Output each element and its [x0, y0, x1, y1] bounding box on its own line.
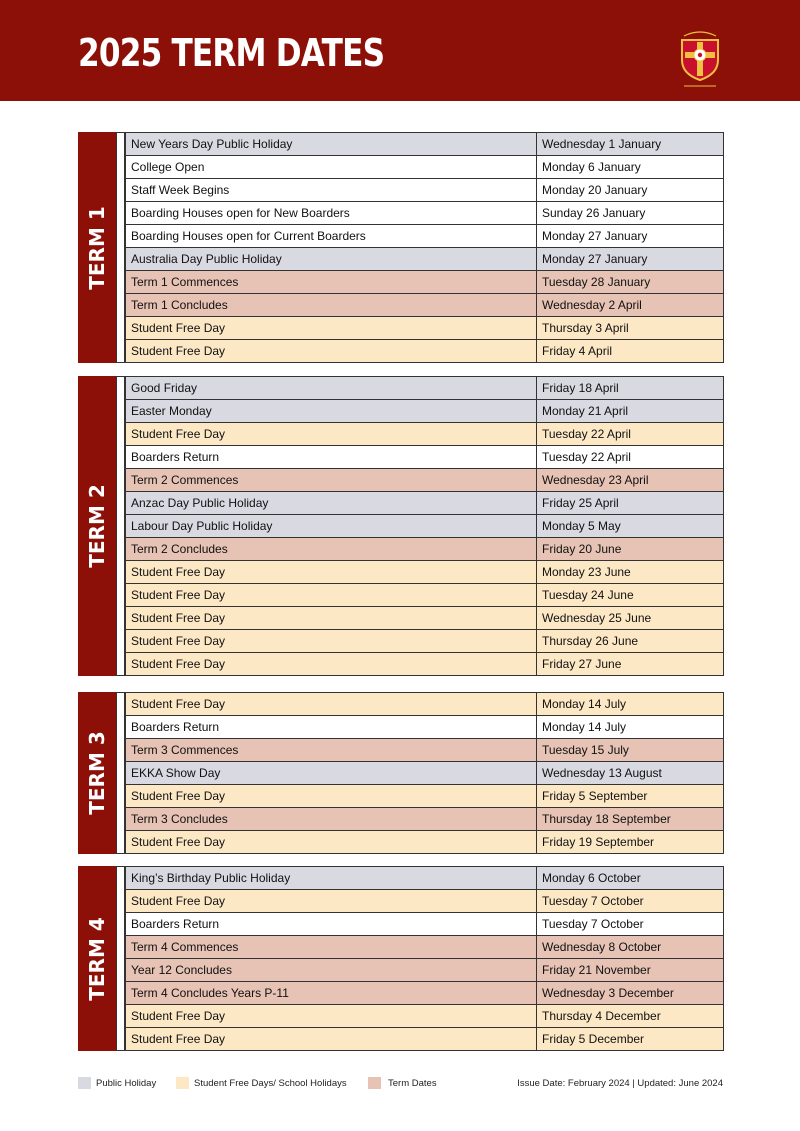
table-row [126, 400, 724, 423]
table-row [126, 716, 724, 739]
date-cell: Wednesday 8 October [537, 936, 724, 959]
table-row [126, 446, 724, 469]
date-cell: Tuesday 22 April [537, 446, 724, 469]
date-cell: Tuesday 22 April [537, 423, 724, 446]
issue-date: Issue Date: February 2024 | Updated: June 2024 [517, 1078, 723, 1089]
table-row [126, 653, 724, 676]
date-cell: Friday 21 November [537, 959, 724, 982]
table-row [126, 831, 724, 854]
legend-swatch-term-dates [368, 1077, 381, 1089]
table-row [126, 584, 724, 607]
event-cell: Student Free Day [126, 561, 537, 584]
date-cell: Wednesday 23 April [537, 469, 724, 492]
event-cell: Term 1 Concludes [126, 294, 537, 317]
event-cell: Anzac Day Public Holiday [126, 492, 537, 515]
term-gap-column [116, 132, 125, 363]
event-cell: New Years Day Public Holiday [126, 133, 537, 156]
table-row [126, 340, 724, 363]
term-block [78, 376, 723, 676]
table-row [126, 982, 724, 1005]
term-label [78, 132, 116, 363]
table-row [126, 1005, 724, 1028]
date-cell: Friday 27 June [537, 653, 724, 676]
event-cell: Student Free Day [126, 607, 537, 630]
event-cell: Student Free Day [126, 1005, 537, 1028]
table-row [126, 630, 724, 653]
event-cell: Australia Day Public Holiday [126, 248, 537, 271]
term-gap-column [116, 692, 125, 854]
date-cell: Friday 5 December [537, 1028, 724, 1051]
event-cell: Student Free Day [126, 584, 537, 607]
table-row [126, 179, 724, 202]
term-label-text: TERM 3 [85, 731, 109, 815]
event-cell: Student Free Day [126, 630, 537, 653]
term-label-text: TERM 1 [85, 205, 109, 290]
table-row [126, 538, 724, 561]
table-row [126, 739, 724, 762]
table-row [126, 248, 724, 271]
table-row [126, 913, 724, 936]
term-table [125, 866, 724, 1051]
date-cell: Monday 5 May [537, 515, 724, 538]
date-cell: Friday 19 September [537, 831, 724, 854]
term-block [78, 866, 723, 1051]
date-cell: Friday 20 June [537, 538, 724, 561]
table-row [126, 317, 724, 340]
event-cell: Student Free Day [126, 785, 537, 808]
table-row [126, 133, 724, 156]
event-cell: Student Free Day [126, 340, 537, 363]
term-label [78, 692, 116, 854]
event-cell: Student Free Day [126, 653, 537, 676]
table-row [126, 469, 724, 492]
event-cell: College Open [126, 156, 537, 179]
event-cell: Term 3 Concludes [126, 808, 537, 831]
term-label [78, 866, 116, 1051]
date-cell: Thursday 4 December [537, 1005, 724, 1028]
event-cell: Student Free Day [126, 1028, 537, 1051]
table-row [126, 959, 724, 982]
date-cell: Monday 21 April [537, 400, 724, 423]
table-row [126, 202, 724, 225]
date-cell: Tuesday 7 October [537, 913, 724, 936]
event-cell: Student Free Day [126, 317, 537, 340]
legend-label-term-dates: Term Dates [388, 1078, 437, 1089]
date-cell: Wednesday 13 August [537, 762, 724, 785]
date-cell: Thursday 26 June [537, 630, 724, 653]
date-cell: Tuesday 28 January [537, 271, 724, 294]
table-row [126, 1028, 724, 1051]
table-row [126, 890, 724, 913]
date-cell: Friday 25 April [537, 492, 724, 515]
event-cell: Term 2 Concludes [126, 538, 537, 561]
date-cell: Tuesday 24 June [537, 584, 724, 607]
event-cell: King’s Birthday Public Holiday [126, 867, 537, 890]
term-label [78, 376, 116, 676]
event-cell: Student Free Day [126, 890, 537, 913]
event-cell: Staff Week Begins [126, 179, 537, 202]
legend [0, 1077, 800, 1091]
event-cell: Boarders Return [126, 446, 537, 469]
event-cell: Term 1 Commences [126, 271, 537, 294]
event-cell: Term 2 Commences [126, 469, 537, 492]
date-cell: Monday 23 June [537, 561, 724, 584]
date-cell: Monday 20 January [537, 179, 724, 202]
table-row [126, 607, 724, 630]
event-cell: Good Friday [126, 377, 537, 400]
date-cell: Monday 6 October [537, 867, 724, 890]
term-gap-column [116, 866, 125, 1051]
table-row [126, 156, 724, 179]
table-row [126, 423, 724, 446]
date-cell: Tuesday 7 October [537, 890, 724, 913]
event-cell: Boarding Houses open for New Boarders [126, 202, 537, 225]
table-row [126, 492, 724, 515]
date-cell: Wednesday 1 January [537, 133, 724, 156]
event-cell: Easter Monday [126, 400, 537, 423]
event-cell: Student Free Day [126, 831, 537, 854]
term-table [125, 132, 724, 363]
date-cell: Monday 14 July [537, 716, 724, 739]
term-block [78, 132, 723, 363]
table-row [126, 808, 724, 831]
date-cell: Monday 27 January [537, 225, 724, 248]
table-row [126, 762, 724, 785]
date-cell: Friday 4 April [537, 340, 724, 363]
legend-swatch-public-holiday [78, 1077, 91, 1089]
table-row [126, 693, 724, 716]
date-cell: Wednesday 3 December [537, 982, 724, 1005]
table-row [126, 225, 724, 248]
table-row [126, 936, 724, 959]
event-cell: Student Free Day [126, 423, 537, 446]
date-cell: Thursday 18 September [537, 808, 724, 831]
date-cell: Wednesday 25 June [537, 607, 724, 630]
date-cell: Friday 5 September [537, 785, 724, 808]
date-cell: Monday 6 January [537, 156, 724, 179]
date-cell: Thursday 3 April [537, 317, 724, 340]
legend-swatch-student-free [176, 1077, 189, 1089]
legend-label-student-free: Student Free Days/ School Holidays [194, 1078, 347, 1089]
date-cell: Sunday 26 January [537, 202, 724, 225]
term-gap-column [116, 376, 125, 676]
event-cell: Boarders Return [126, 716, 537, 739]
date-cell: Friday 18 April [537, 377, 724, 400]
event-cell: Term 4 Commences [126, 936, 537, 959]
table-row [126, 867, 724, 890]
event-cell: Year 12 Concludes [126, 959, 537, 982]
event-cell: EKKA Show Day [126, 762, 537, 785]
event-cell: Term 3 Commences [126, 739, 537, 762]
table-row [126, 785, 724, 808]
term-table [125, 692, 724, 854]
table-row [126, 294, 724, 317]
term-block [78, 692, 723, 854]
table-row [126, 561, 724, 584]
event-cell: Boarders Return [126, 913, 537, 936]
table-row [126, 377, 724, 400]
event-cell: Labour Day Public Holiday [126, 515, 537, 538]
term-table [125, 376, 724, 676]
date-cell: Monday 27 January [537, 248, 724, 271]
table-row [126, 271, 724, 294]
term-label-text: TERM 4 [85, 916, 109, 1001]
event-cell: Boarding Houses open for Current Boarders [126, 225, 537, 248]
school-crest-icon [676, 26, 724, 90]
event-cell: Student Free Day [126, 693, 537, 716]
date-cell: Monday 14 July [537, 693, 724, 716]
date-cell: Wednesday 2 April [537, 294, 724, 317]
legend-label-public-holiday: Public Holiday [96, 1078, 157, 1089]
term-label-text: TERM 2 [85, 484, 109, 568]
event-cell: Term 4 Concludes Years P-11 [126, 982, 537, 1005]
page-title: 2025 TERM DATES [78, 31, 385, 75]
date-cell: Tuesday 15 July [537, 739, 724, 762]
table-row [126, 515, 724, 538]
page-header [0, 0, 800, 101]
